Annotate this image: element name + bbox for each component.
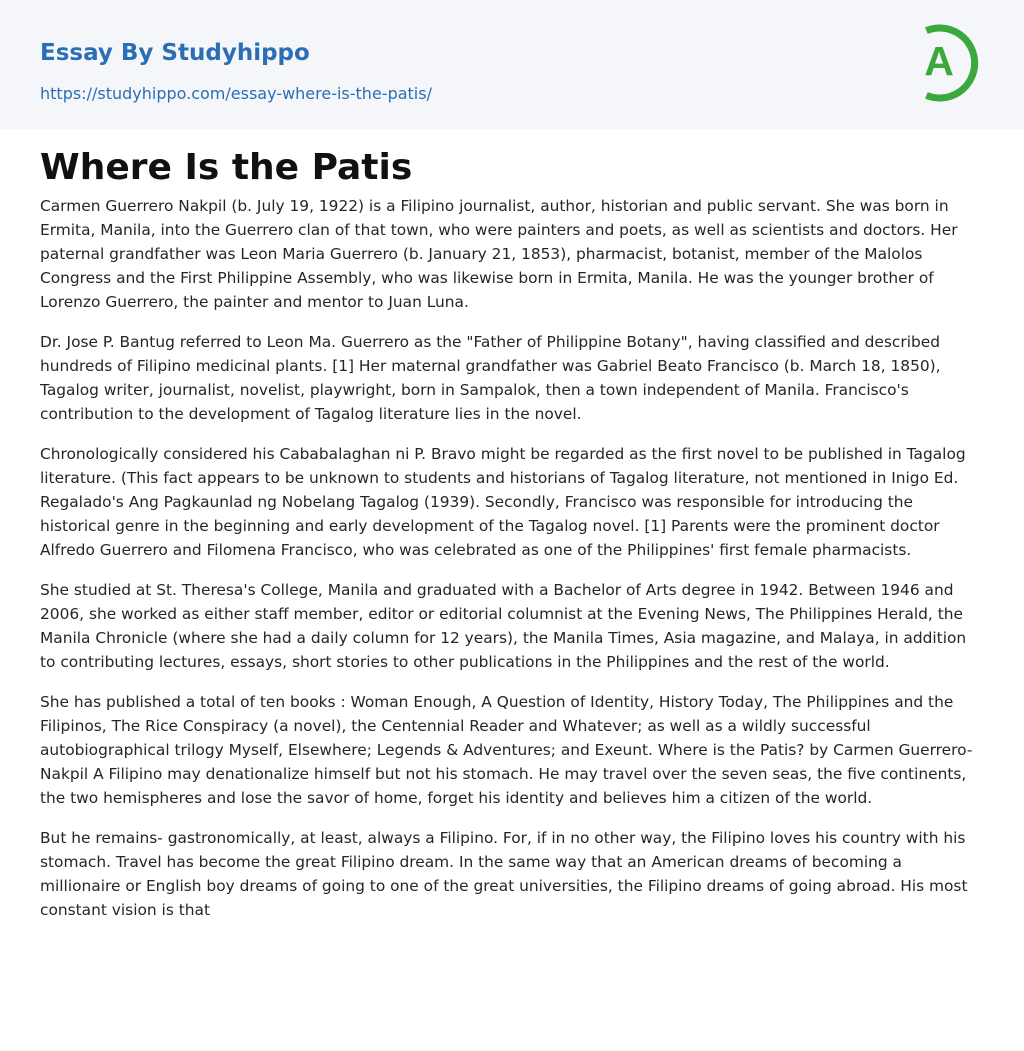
article-paragraph: Carmen Guerrero Nakpil (b. July 19, 1922) is a Filipino journalist, author, historian and public servant. She was born in Ermita, Manila, into the Guerrero clan of that town, who were painters and poets, as well as scientists and doctors. Her paternal grandfather was Leon Maria Guerrero (b. January 21, 1853), pharmacist, botanist, member of the Malolos Congress and the First Philippine Assembly, who was likewise born in Ermita, Manila. He was the younger brother of Lorenzo Guerrero, the painter and mentor to Juan Luna. [40,196,958,311]
article-paragraph: She studied at St. Theresa's College, Manila and graduated with a Bachelor of Arts degree in 1942. Between 1946 and 2006, she worked as either staff member, editor or editorial columnist at the Evening News, The Philippines Herald, the Manila Chronicle (where she had a daily column for 12 years), the Manila Times, Asia magazine, and Malaya, in addition to contributing lectures, essays, short stories to other publications in the Philippines and the rest of the world. [40,580,967,671]
article-paragraph: She has published a total of ten books : Woman Enough, A Question of Identity, History Today, The Philippines and the Filipinos, The Rice Conspiracy (a novel), the Centennial Reader and Whatever; as well as a wildly successful autobiographical trilogy Myself, Elsewhere; Legends & Adventures; and Exeunt. Where is the Patis? by Carmen Guerrero- Nakpil A Filipino may denationalize himself but not his stomach. He may travel over the seven seas, the five continents, the two hemispheres and lose the savor of home, forget his identity and believes him a citizen of the world. [40,692,973,807]
article-paragraph: But he remains- gastronomically, at least, always a Filipino. For, if in no other way, the Filipino loves his country with his stomach. Travel has become the great Filipino dream. In the same way that an American dreams of becoming a millionaire or English boy dreams of going to one of the great universities, the Filipino dreams of going abroad. His most constant vision is that [40,828,968,919]
article-title: Where Is the Patis [40,147,413,188]
article-content [0,129,1024,922]
logo-letter: A [924,38,954,84]
article-paragraph: Dr. Jose P. Bantug referred to Leon Ma. Guerrero as the "Father of Philippine Botany", having classified and described hundreds of Filipino medicinal plants. [1] Her maternal grandfather was Gabriel Beato Francisco (b. March 18, 1850), Tagalog writer, journalist, novelist, playwright, born in Sampalok, then a town independent of Manila. Francisco's contribution to the development of Tagalog literature lies in the novel. [40,332,941,423]
site-header [0,0,1024,129]
studyhippo-logo-icon[interactable] [912,18,988,108]
article-paragraph: Chronologically considered his Cababalaghan ni P. Bravo might be regarded as the first novel to be published in Tagalog literature. (This fact appears to be unknown to students and historians of Tagalog literature, not mentioned in Inigo Ed. Regalado's Ang Pagkaunlad ng Nobelang Tagalog (1939). Secondly, Francisco was responsible for introducing the historical genre in the beginning and early development of the Tagalog novel. [1] Parents were the prominent doctor Alfredo Guerrero and Filomena Francisco, who was celebrated as one of the Philippines' first female pharmacists. [40,444,966,559]
essay-url-link[interactable]: https://studyhippo.com/essay-where-is-the-patis/ [40,84,432,103]
site-brand[interactable]: Essay By Studyhippo [40,40,310,66]
